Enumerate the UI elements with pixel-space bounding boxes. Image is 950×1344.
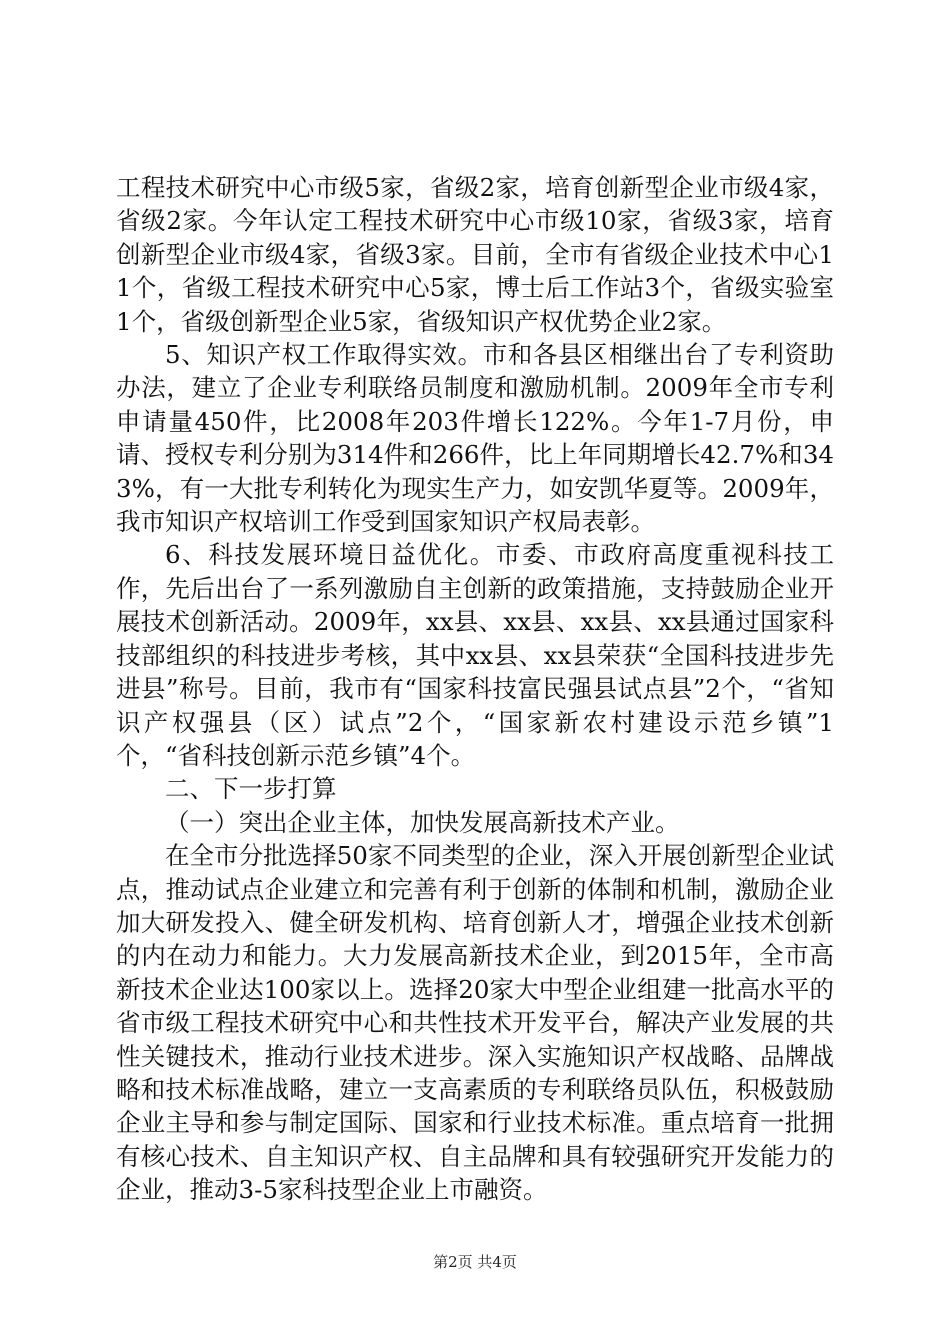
paragraph-continued-stats: 工程技术研究中心市级5家，省级2家，培育创新型企业市级4家，省级2家。今年认定工程技术研究中心市级10家，省级3家，培育创新型企业市级4家，省级3家。目前，全市有省级企业技术中心11个，省级工程技术研究中心5家，博士后工作站3个，省级实验室1个，省级创新型企业5家，省级知识产权优势企业2家。 bbox=[116, 173, 834, 336]
paragraph-ip-work: 5、知识产权工作取得实效。市和各县区相继出台了专利资助办法，建立了企业专利联络员制度和激励机制。2009年全市专利申请量450件，比2008年203件增长122%。今年1-7月份，申请、授权专利分别为314件和266件，比上年同期增长42.7%和343%，有一大批专利转化为现实生产力，如安凯华夏等。2009年，我市知识产权培训工作受到国家知识产权局表彰。 bbox=[116, 340, 834, 537]
document-body bbox=[116, 171, 834, 1207]
section-heading-next-steps: 二、下一步打算 bbox=[165, 774, 337, 804]
page-footer: 第2页 共4页 bbox=[433, 1253, 517, 1271]
paragraph-enterprise-plan: 在全市分批选择50家不同类型的企业，深入开展创新型企业试点，推动试点企业建立和完善有利于创新的体制和机制，激励企业加大研发投入、健全研发机构、培育创新人才，增强企业技术创新的内在动力和能力。大力发展高新技术企业，到2015年，全市高新技术企业达100家以上。选择20家大中型企业组建一批高水平的省市级工程技术研究中心和共性技术开发平台，解决产业发展的共性关键技术，推动行业技术进步。深入实施知识产权战略、品牌战略和技术标准战略，建立一支高素质的专利联络员队伍，积极鼓励企业主导和参与制定国际、国家和行业技术标准。重点培育一批拥有核心技术、自主知识产权、自主品牌和具有较强研究开发能力的企业，推动3-5家科技型企业上市融资。 bbox=[116, 841, 834, 1205]
subsection-heading-enterprise: （一）突出企业主体，加快发展高新技术产业。 bbox=[165, 807, 680, 837]
paragraph-environment: 6、科技发展环境日益优化。市委、市政府高度重视科技工作，先后出台了一系列激励自主创新的政策措施，支持鼓励企业开展技术创新活动。2009年，xx县、xx县、xx县、xx县通过国家科技部组织的科技进步考核，其中xx县、xx县荣获“全国科技进步先进县”称号。目前，我市有“国家科技富民强县试点县”2个，“省知识产权强县（区）试点”2个，“国家新农村建设示范乡镇”1个，“省科技创新示范乡镇”4个。 bbox=[116, 540, 834, 770]
